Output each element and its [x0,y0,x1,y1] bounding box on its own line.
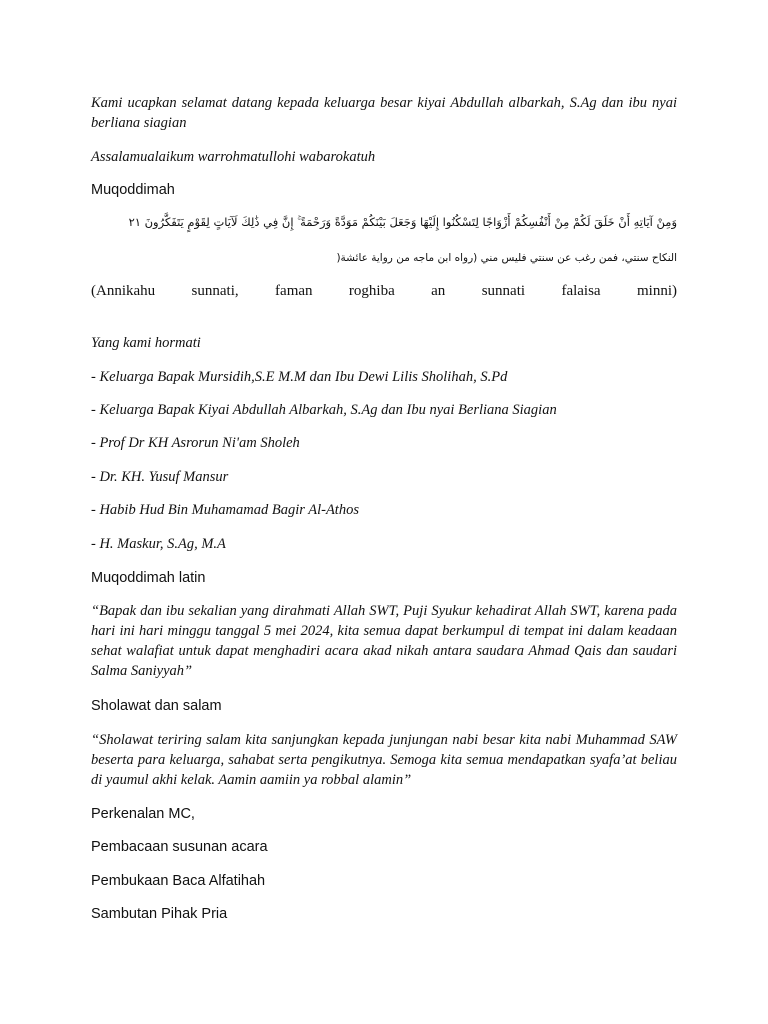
guest-item: - Habib Hud Bin Muhamamad Bagir Al-Athos [91,502,359,518]
agenda-item: Pembacaan susunan acara [91,839,268,855]
muqoddimah-latin-heading: Muqoddimah latin [91,570,206,586]
guest-item: - Keluarga Bapak Kiyai Abdullah Albarkah, S.Ag dan Ibu nyai Berliana Siagian [91,402,557,418]
muqoddimah-heading: Muqoddimah [91,182,175,198]
arabic-verse: وَمِنْ آيَاتِهِ أَنْ خَلَقَ لَكُمْ مِنْ أَنْفُسِكُمْ أَزْوَاجًا لِتَسْكُنُوا إِلَيْهَا وَجَعَلَ بَيْنَكُمْ مَوَدَّةً وَرَحْمَةً ۚ إِنَّ فِي ذَٰلِكَ لَآيَاتٍ لِقَوْمٍ يَتَفَكَّرُونَ ٢١ [128,215,677,229]
sholawat-heading: Sholawat dan salam [91,698,222,714]
guest-item: - Keluarga Bapak Mursidih,S.E M.M dan Ibu Dewi Lilis Sholihah, S.Pd [91,369,508,385]
guest-item: - Prof Dr KH Asrorun Ni'am Sholeh [91,435,300,451]
salam-line: Assalamualaikum warrohmatullohi wabarokatuh [91,149,376,165]
hormati-heading: Yang kami hormati [91,335,201,351]
agenda-item: Perkenalan MC, [91,806,195,822]
guest-item: - Dr. KH. Yusuf Mansur [91,469,229,485]
agenda-item: Sambutan Pihak Pria [91,906,228,922]
muqoddimah-latin-text: “Bapak dan ibu sekalian yang dirahmati Allah SWT, Puji Syukur kehadirat Allah SWT, karena pada hari ini hari minggu tanggal 5 mei 2024, kita semua dapat berkumpul di tempat ini dalam keadaan sehat walafiat untuk dapat menghadiri acara akad nikah antara saudara Ahmad Qais dan saudari Salma Saniyyah” [91,603,677,679]
hadith-transliteration: (Annikahu sunnati, faman roghiba an sunnati falaisa minni) [91,283,677,299]
guest-item: - H. Maskur, S.Ag, M.A [91,536,226,552]
agenda-item: Pembukaan Baca Alfatihah [91,873,266,889]
sholawat-text: “Sholawat teriring salam kita sanjungkan kepada junjungan nabi besar kita nabi Muhammad SAW beserta para keluarga, sahabat serta pengikutnya. Semoga kita semua mendapatkan syafa’at beliau di yaumul akhi kelak. Aamin aamiin ya robbal alamin” [91,732,677,788]
opening-paragraph: Kami ucapkan selamat datang kepada keluarga besar kiyai Abdullah albarkah, S.Ag dan ibu nyai berliana siagian [91,95,677,131]
arabic-hadith: النكاح سنتي، فمن رغب عن سنتي فليس مني (رواه ابن ماجه من رواية عائشة( [336,252,677,264]
